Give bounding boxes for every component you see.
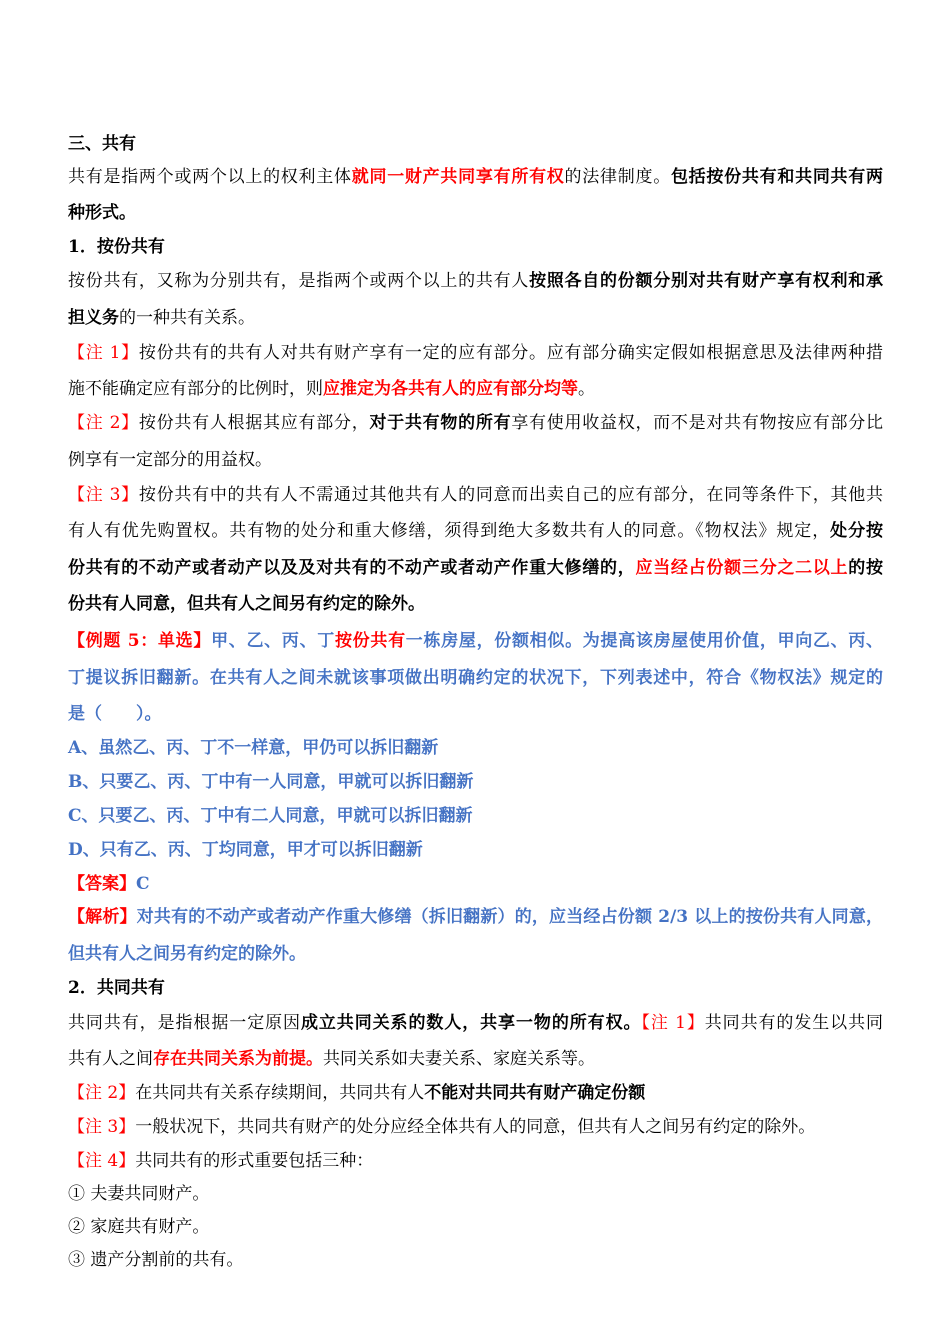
part1-heading: 1．按份共有 bbox=[68, 237, 165, 257]
note-tag: 【注 4】 bbox=[68, 1151, 136, 1171]
note-tag: 【注 2】 bbox=[68, 413, 139, 433]
example-line-1: 【例题 5：单选】甲、乙、丙、丁按份共有一栋房屋，份额相似。为提高该房屋使用价值，甲向乙、丙、 bbox=[68, 631, 884, 651]
part1-note3-line-4: 份共有人同意，但共有人之间另有约定的除外。 bbox=[68, 594, 425, 614]
part1-def-line-2: 担义务的一种共有关系。 bbox=[68, 308, 255, 328]
part2-heading: 2．共同共有 bbox=[68, 978, 165, 998]
form-item-2: ② 家庭共有财产。 bbox=[68, 1217, 210, 1237]
part2-def-line-2: 共有人之间存在共同关系为前提。共同关系如夫妻关系、家庭关系等。 bbox=[68, 1049, 595, 1069]
part1-note3-line-1: 【注 3】按份共有中的共有人不需通过其他共有人的同意而出卖自己的应有部分，在同等条件下，其他共 bbox=[68, 485, 883, 505]
option-c: C、只要乙、丙、丁中有二人同意，甲就可以拆旧翻新 bbox=[68, 806, 473, 826]
option-d: D、只有乙、丙、丁均同意，甲才可以拆旧翻新 bbox=[68, 840, 423, 860]
note-tag: 【注 2】 bbox=[68, 1083, 136, 1103]
option-b: B、只要乙、丙、丁中有一人同意，甲就可以拆旧翻新 bbox=[68, 772, 474, 792]
form-item-1: ① 夫妻共同财产。 bbox=[68, 1184, 210, 1204]
example-line-2: 丁提议拆旧翻新。在共有人之间未就该事项做出明确约定的状况下，下列表述中，符合《物权法》规定的 bbox=[68, 668, 883, 688]
part2-note4: 【注 4】共同共有的形式重要包括三种： bbox=[68, 1151, 374, 1171]
analysis-line-2: 但共有人之间另有约定的除外。 bbox=[68, 944, 306, 964]
part1-note1-line-1: 【注 1】按份共有的共有人对共有财产享有一定的应有部分。应有部分确实定假如根据意思及法律两种措 bbox=[68, 343, 883, 363]
part1-note2-line-1: 【注 2】按份共有人根据其应有部分，对于共有物的所有享有使用收益权，而不是对共有物按应有部分比 bbox=[68, 413, 883, 433]
part2-def-line-1: 共同共有，是指根据一定原因成立共同关系的数人，共享一物的所有权。【注 1】共同共有的发生以共同 bbox=[68, 1013, 884, 1033]
part1-note2-line-2: 例享有一定部分的用益权。 bbox=[68, 450, 272, 470]
form-item-3: ③ 遗产分割前的共有。 bbox=[68, 1250, 244, 1270]
part1-note3-line-2: 有人有优先购置权。共有物的处分和重大修缮，须得到绝大多数共有人的同意。《物权法》规定，处分按 bbox=[68, 521, 884, 541]
note-tag: 【注 1】 bbox=[68, 343, 139, 363]
part1-note3-line-3: 份共有的不动产或者动产以及及对共有的不动产或者动产作重大修缮的，应当经占份额三分之二以上的按 bbox=[68, 558, 884, 578]
analysis-line-1: 【解析】对共有的不动产或者动产作重大修缮（拆旧翻新）的，应当经占份额 2/3 以上的按份共有人同意， bbox=[68, 907, 884, 927]
part2-note3: 【注 3】一般状况下，共同共有财产的处分应经全体共有人的同意，但共有人之间另有约定的除外。 bbox=[68, 1117, 816, 1137]
example-line-3: 是（ ）。 bbox=[68, 704, 162, 724]
section-title: 三、共有 bbox=[68, 134, 136, 154]
intro-line-1: 共有是指两个或两个以上的权利主体就同一财产共同享有所有权的法律制度。包括按份共有和共同共有两 bbox=[68, 167, 884, 187]
answer-value: C bbox=[136, 874, 150, 894]
answer-line bbox=[68, 873, 150, 895]
intro-line-2: 种形式。 bbox=[68, 203, 136, 223]
part1-def-line-1: 按份共有，又称为分别共有，是指两个或两个以上的共有人按照各自的份额分别对共有财产享有权利和承 bbox=[68, 271, 884, 291]
note-tag: 【注 3】 bbox=[68, 485, 139, 505]
part1-note1-line-2: 施不能确定应有部分的比例时，则应推定为各共有人的应有部分均等。 bbox=[68, 379, 595, 399]
analysis-tag: 【解析】 bbox=[68, 907, 137, 927]
answer-tag: 【答案】 bbox=[68, 874, 136, 894]
example-tag: 【例题 5：单选】 bbox=[68, 631, 212, 651]
note-tag: 【注 1】 bbox=[641, 1013, 705, 1033]
option-a: A、虽然乙、丙、丁不一样意，甲仍可以拆旧翻新 bbox=[68, 738, 439, 758]
note-tag: 【注 3】 bbox=[68, 1117, 136, 1137]
part2-note2: 【注 2】在共同共有关系存续期间，共同共有人不能对共同共有财产确定份额 bbox=[68, 1083, 646, 1103]
